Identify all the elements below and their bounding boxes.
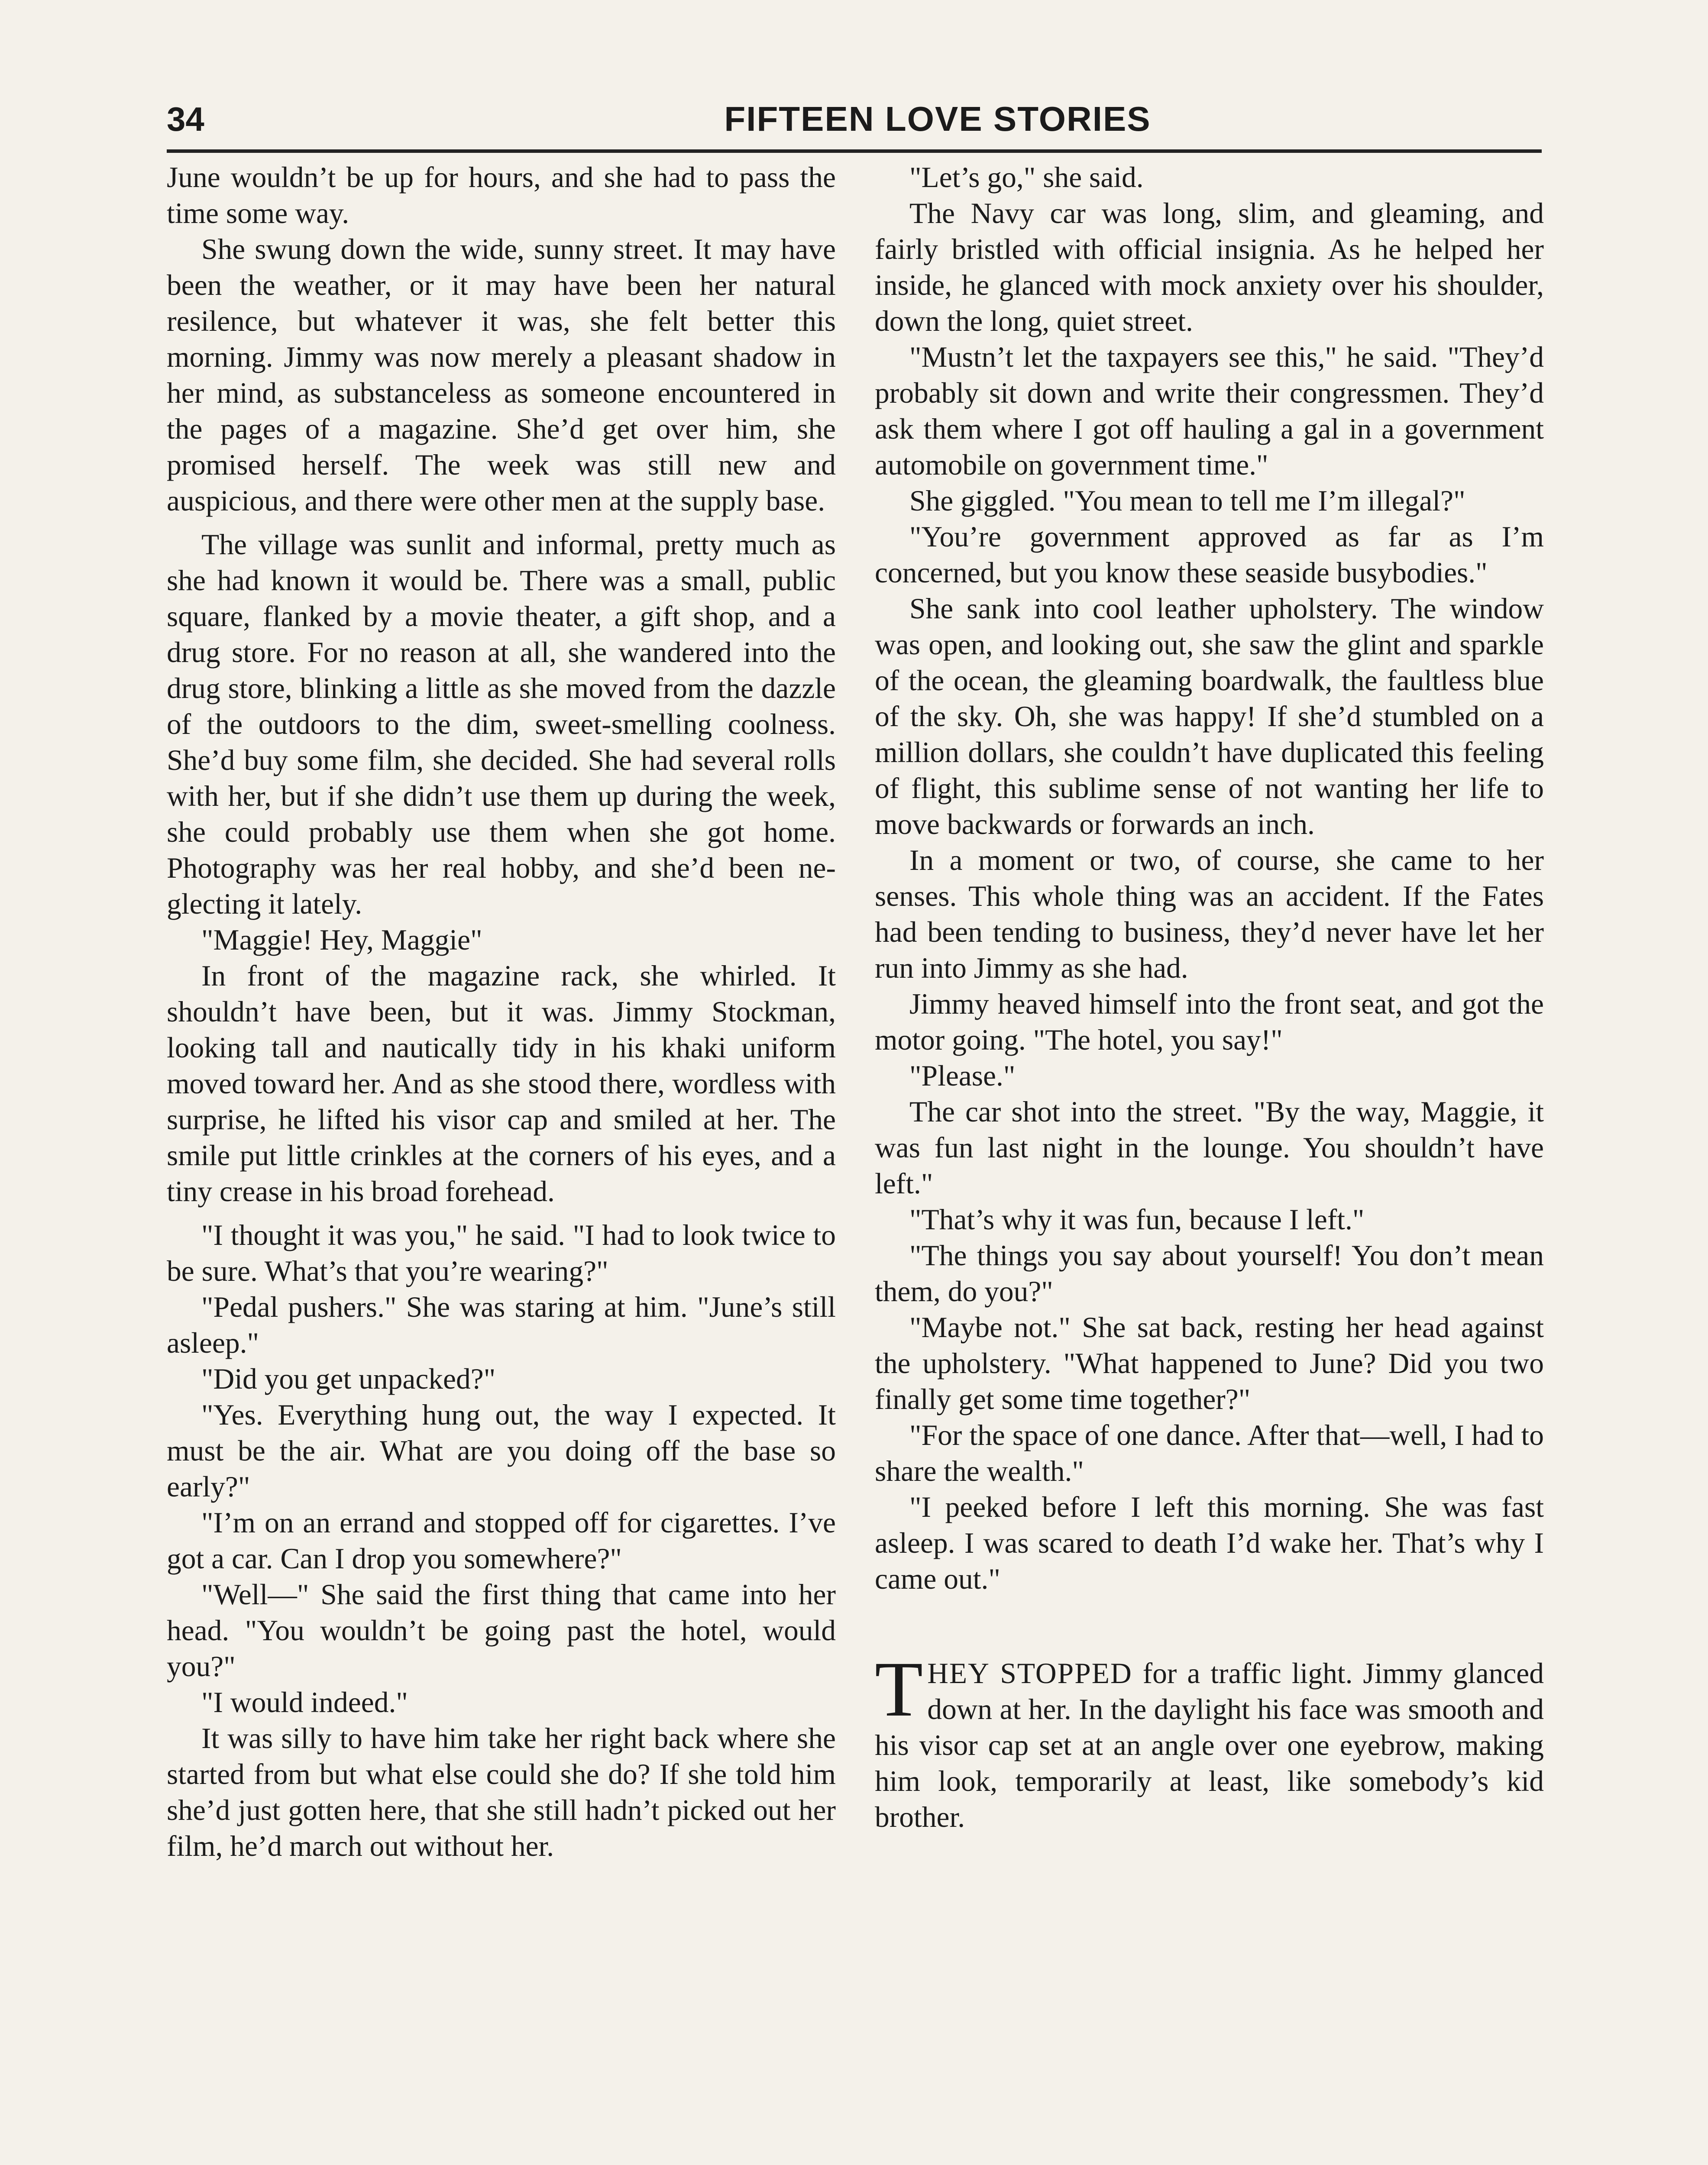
paragraph: "I’m on an errand and stopped off for cigarettes. I’ve got a car. Can I drop you somewhere?": [167, 1506, 836, 1575]
section-start-paragraph: [875, 1646, 1544, 1835]
page-number: 34: [167, 100, 204, 138]
paragraph: "Let’s go," she said.: [909, 161, 1144, 194]
lead-in: HEY STOPPED: [927, 1657, 1132, 1690]
magazine-title: FIFTEEN LOVE STORIES: [724, 100, 1151, 138]
paragraph: June wouldn’t be up for hours, and she had to pass the time some way.: [167, 161, 836, 229]
drop-cap: T: [875, 1646, 923, 1733]
paragraph: "The things you say about yourself! You don’t mean them, do you?": [875, 1239, 1544, 1308]
section-text: for a traffic light. Jimmy glanced down at her. In the daylight his face was smooth and his visor cap set at an angle over one eyebrow, making him look, temporarily at least, like somebody’s kid brother.: [875, 1657, 1544, 1833]
paragraph: "Pedal pushers." She was staring at him. "June’s still asleep.": [167, 1291, 836, 1359]
paragraph: Jimmy heaved himself into the front seat, and got the motor going. "The hotel, you say!": [875, 988, 1544, 1056]
paragraph: "I peeked before I left this morning. She was fast asleep. I was scared to death I’d wake her. That’s why I came out.": [875, 1491, 1544, 1595]
paragraph: "That’s why it was fun, because I left.": [909, 1203, 1365, 1236]
paragraph: "Maggie! Hey, Maggie": [201, 924, 482, 956]
paragraph: "Yes. Everything hung out, the way I expected. It must be the air. What are you doing off the base so early?": [167, 1399, 836, 1503]
left-column: [167, 159, 836, 1864]
paragraph: The Navy car was long, slim, and gleaming, and fairly bristled with official insignia. As he helped her inside, he glanced with mock anxiety over his shoulder, down the long, quiet street.: [875, 197, 1544, 337]
paragraph: "You’re government approved as far as I’m concerned, but you know these seaside busybodies.": [875, 520, 1544, 589]
paragraph: "I thought it was you," he said. "I had to look twice to be sure. What’s that you’re wearing?": [167, 1219, 836, 1287]
paragraph: It was silly to have him take her right back where she started from but what else could she do? If she told him she’d just gotten here, that she still hadn’t picked out her film, he’d march out without her.: [167, 1722, 836, 1862]
paragraph: The car shot into the street. "By the way, Maggie, it was fun last night in the lounge. You shouldn’t have left.": [875, 1095, 1544, 1200]
paragraph: In a moment or two, of course, she came to her senses. This whole thing was an accident. If the Fates had been tending to business, they’d never have let her run into Jimmy as she had.: [875, 844, 1544, 984]
paragraph: She giggled. "You mean to tell me I’m illegal?": [909, 485, 1465, 517]
paragraph: "I would indeed.": [201, 1686, 408, 1719]
paragraph: "For the space of one dance. After that—well, I had to share the wealth.": [875, 1419, 1544, 1487]
right-column: [875, 159, 1544, 1835]
paragraph: In front of the magazine rack, she whirled. It shouldn’t have been, but it was. Jimmy Stockman, looking tall and nautically tidy in his khaki uniform moved toward her. And as she stood there, wordless with surprise, he lifted his visor cap and smiled at her. The smile put little crinkles at the corners of his eyes, and a tiny crease in his broad forehead.: [167, 960, 836, 1208]
paragraph: She sank into cool leather upholstery. The window was open, and looking out, she saw the glint and sparkle of the ocean, the gleaming boardwalk, the faultless blue of the sky. Oh, she was happy! If she’d stumbled on a million dollars, she couldn’t have duplicated this feeling of flight, this sublime sense of not wanting her life to move backwards or forwards an inch.: [875, 592, 1544, 840]
paragraph: The village was sunlit and informal, pretty much as she had known it would be. There was a small, public square, flanked by a movie theater, a gift shop, and a drug store. For no reason at all, she wandered into the drug store, blinking a little as she moved from the dazzle of the outdoors to the dim, sweet-smelling coolness. She’d buy some film, she decided. She had several rolls with her, but if she didn’t use them up during the week, she could probably use them when she got home. Photography was her real hobby, and she’d been neglecting it lately.: [167, 528, 836, 920]
paragraph: "Mustn’t let the taxpayers see this," he said. "They’d probably sit down and write their congressmen. They’d ask them where I got off hauling a gal in a government automobile on government time.": [875, 341, 1544, 481]
paragraph: "Maybe not." She sat back, resting her head against the upholstery. "What happened to June? Did you two finally get some time together?": [875, 1311, 1544, 1415]
paragraph: "Did you get unpacked?": [201, 1363, 496, 1395]
paragraph: "Please.": [909, 1060, 1016, 1092]
running-header: [167, 93, 1542, 153]
paragraph: She swung down the wide, sunny street. It may have been the weather, or it may have been her natural resilence, but whatever it was, she felt better this morning. Jimmy was now merely a pleasant shadow in her mind, as substanceless as someone encountered in the pages of a magazine. She’d get over him, she promised herself. The week was still new and auspicious, and there were other men at the supply base.: [167, 233, 836, 517]
paragraph: "Well—" She said the first thing that came into her head. "You wouldn’t be going past the hotel, would you?": [167, 1578, 836, 1683]
